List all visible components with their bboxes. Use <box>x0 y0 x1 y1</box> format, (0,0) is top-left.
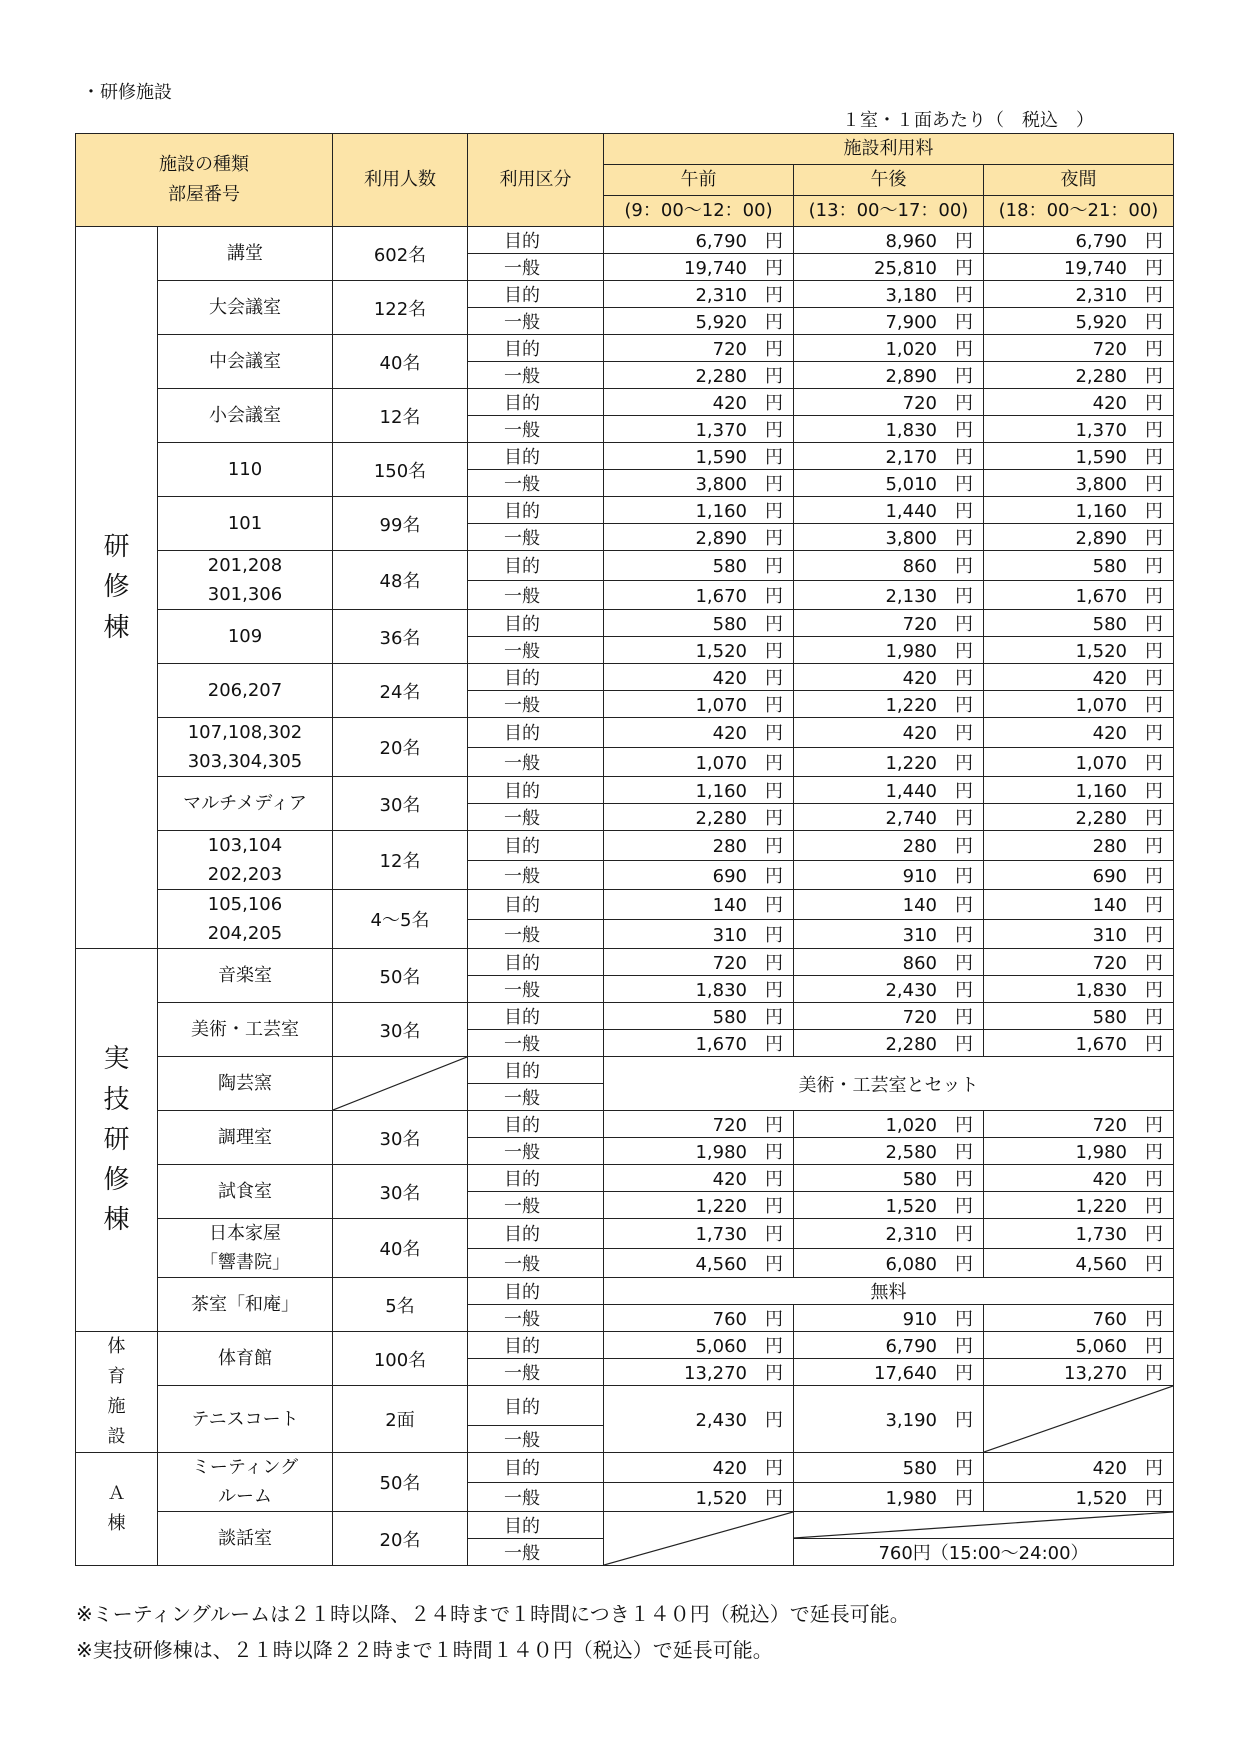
fee-cell: 720 円 <box>604 949 794 976</box>
fee-cell: 3,800 円 <box>984 470 1174 497</box>
room-name <box>158 831 333 890</box>
header-morning: 午前 <box>604 165 794 196</box>
usage-general: 一般 <box>468 860 604 890</box>
fee-cell: 140 円 <box>984 890 1174 920</box>
building-label <box>76 949 158 1332</box>
room-name <box>158 227 333 281</box>
fee-cell: 720 円 <box>984 1111 1174 1138</box>
header-afternoon-time: (13：00〜17：00) <box>794 196 984 227</box>
building-char: 実 <box>103 1044 130 1075</box>
room-name <box>158 443 333 497</box>
fee-cell: 310 円 <box>794 919 984 949</box>
section-heading: ・研修施設 <box>82 82 172 103</box>
room-name <box>158 551 333 610</box>
capacity-cell: 50名 <box>333 949 468 1003</box>
fee-cell: 580 円 <box>604 551 794 581</box>
fee-cell: 1,220 円 <box>794 747 984 777</box>
fee-cell: 17,640 円 <box>794 1359 984 1386</box>
capacity-cell-empty <box>333 1057 468 1111</box>
capacity-cell: 150名 <box>333 443 468 497</box>
note-jitsugi-extension: ※実技研修棟は、２１時以降２２時まで１時間１４０円（税込）で延長可能。 <box>76 1638 773 1662</box>
usage-general: 一般 <box>468 976 604 1003</box>
fee-cell: 310 円 <box>984 919 1174 949</box>
usage-general: 一般 <box>468 1426 604 1453</box>
usage-general: 一般 <box>468 1084 604 1111</box>
fee-cell: 280 円 <box>604 831 794 861</box>
building-char: 研 <box>103 1124 130 1155</box>
fee-cell: 2,280 円 <box>984 362 1174 389</box>
usage-purpose: 目的 <box>468 1003 604 1030</box>
fee-cell: 13,270 円 <box>604 1359 794 1386</box>
fee-cell: 7,900 円 <box>794 308 984 335</box>
fee-cell-empty <box>794 1512 1174 1539</box>
room-name <box>158 389 333 443</box>
room-name <box>158 718 333 777</box>
fee-cell: 420 円 <box>604 664 794 691</box>
room-name <box>158 281 333 335</box>
fee-cell-empty <box>604 1512 794 1566</box>
fee-cell: 2,280 円 <box>794 1030 984 1057</box>
room-name-line: 301,306 <box>207 584 283 605</box>
room-name <box>158 890 333 949</box>
fee-cell: 25,810 円 <box>794 254 984 281</box>
fee-cell: 2,430 円 <box>604 1386 794 1453</box>
fee-cell: 1,440 円 <box>794 497 984 524</box>
room-name: テニスコート <box>158 1386 333 1453</box>
fee-cell: 910 円 <box>794 1305 984 1332</box>
fee-cell: 420 円 <box>604 1453 794 1483</box>
set-note: 美術・工芸室とセット <box>604 1057 1174 1111</box>
capacity-cell: 30名 <box>333 1111 468 1165</box>
usage-general: 一般 <box>468 362 604 389</box>
usage-purpose: 目的 <box>468 831 604 861</box>
fee-cell: 5,010 円 <box>794 470 984 497</box>
usage-general: 一般 <box>468 804 604 831</box>
fee-cell: 1,160 円 <box>604 777 794 804</box>
fee-cell: 1,670 円 <box>984 1030 1174 1057</box>
capacity-cell: 36名 <box>333 610 468 664</box>
fee-cell: 1,070 円 <box>604 747 794 777</box>
fee-cell: 420 円 <box>984 664 1174 691</box>
room-name-line: 206,207 <box>207 680 283 701</box>
usage-general: 一般 <box>468 1192 604 1219</box>
room-name: 茶室「和庵」 <box>158 1278 333 1332</box>
usage-general: 一般 <box>468 308 604 335</box>
fee-cell: 420 円 <box>984 1165 1174 1192</box>
fee-cell: 1,980 円 <box>604 1138 794 1165</box>
header-room: 部屋番号 <box>168 184 240 205</box>
usage-purpose: 目的 <box>468 1453 604 1483</box>
fee-cell: 3,190 円 <box>794 1386 984 1453</box>
fee-cell: 720 円 <box>794 610 984 637</box>
fee-cell: 1,520 円 <box>604 1482 794 1512</box>
fee-cell: 280 円 <box>794 831 984 861</box>
fee-cell: 420 円 <box>604 718 794 748</box>
fee-cell: 760 円 <box>604 1305 794 1332</box>
fee-cell: 1,160 円 <box>604 497 794 524</box>
capacity-cell: 4〜5名 <box>333 890 468 949</box>
capacity-cell: 48名 <box>333 551 468 610</box>
fee-cell: 19,740 円 <box>604 254 794 281</box>
usage-purpose: 目的 <box>468 1332 604 1359</box>
fee-cell: 2,890 円 <box>794 362 984 389</box>
fee-cell: 2,310 円 <box>984 281 1174 308</box>
unit-note: １室・１面あたり（ 税込 ） <box>842 110 1094 131</box>
room-name-line: 101 <box>227 513 263 534</box>
fee-cell: 1,980 円 <box>794 637 984 664</box>
usage-purpose: 目的 <box>468 1512 604 1539</box>
fee-cell: 140 円 <box>794 890 984 920</box>
room-name-line: 201,208 <box>207 555 283 576</box>
building-char: 棟 <box>103 1205 130 1236</box>
capacity-cell: 30名 <box>333 1165 468 1219</box>
fee-cell: 1,220 円 <box>794 691 984 718</box>
usage-purpose: 目的 <box>468 664 604 691</box>
usage-purpose: 目的 <box>468 949 604 976</box>
building-label <box>76 1453 158 1566</box>
capacity-cell: 20名 <box>333 718 468 777</box>
fee-cell: 1,670 円 <box>604 1030 794 1057</box>
usage-general: 一般 <box>468 637 604 664</box>
usage-purpose: 目的 <box>468 1057 604 1084</box>
usage-general: 一般 <box>468 1359 604 1386</box>
fee-cell: 860 円 <box>794 551 984 581</box>
fee-cell: 720 円 <box>604 1111 794 1138</box>
room-name-line: マルチメディア <box>183 793 307 814</box>
not-applicable-slash <box>794 1512 1173 1538</box>
room-name-line: ミーティング <box>191 1457 299 1478</box>
fee-cell: 1,020 円 <box>794 335 984 362</box>
header-fee: 施設利用料 <box>604 134 1174 165</box>
header-capacity: 利用人数 <box>333 134 468 227</box>
header-afternoon: 午後 <box>794 165 984 196</box>
usage-purpose: 目的 <box>468 1219 604 1249</box>
capacity-cell: 12名 <box>333 389 468 443</box>
room-name-line: 107,108,302 <box>187 722 303 743</box>
usage-purpose: 目的 <box>468 497 604 524</box>
free-note: 無料 <box>604 1278 1174 1305</box>
room-name <box>158 1219 333 1278</box>
fee-cell: 280 円 <box>984 831 1174 861</box>
room-name-line: 小会議室 <box>209 405 281 426</box>
usage-general: 一般 <box>468 470 604 497</box>
fee-cell: 420 円 <box>604 1165 794 1192</box>
fee-cell: 2,580 円 <box>794 1138 984 1165</box>
capacity-cell: 40名 <box>333 335 468 389</box>
capacity-cell: 30名 <box>333 777 468 831</box>
fee-cell: 19,740 円 <box>984 254 1174 281</box>
fee-cell: 1,830 円 <box>604 976 794 1003</box>
fee-cell: 1,830 円 <box>984 976 1174 1003</box>
fee-cell: 1,370 円 <box>604 416 794 443</box>
fee-cell: 6,790 円 <box>984 227 1174 254</box>
capacity-cell: 99名 <box>333 497 468 551</box>
room-name: 美術・工芸室 <box>158 1003 333 1057</box>
header-type-room <box>76 134 333 227</box>
fee-cell: 6,790 円 <box>794 1332 984 1359</box>
capacity-cell: 122名 <box>333 281 468 335</box>
room-name-line: 「響書院」 <box>200 1252 290 1273</box>
fee-cell: 5,060 円 <box>604 1332 794 1359</box>
not-applicable-slash <box>604 1512 793 1565</box>
fee-cell: 1,160 円 <box>984 777 1174 804</box>
room-name-line: 204,205 <box>207 923 283 944</box>
fee-cell: 5,920 円 <box>604 308 794 335</box>
fee-cell: 6,080 円 <box>794 1248 984 1278</box>
fee-cell: 140 円 <box>604 890 794 920</box>
fee-cell: 1,670 円 <box>604 580 794 610</box>
fee-cell: 1,730 円 <box>604 1219 794 1249</box>
room-name <box>158 1453 333 1512</box>
fee-cell: 580 円 <box>984 1003 1174 1030</box>
header-usage: 利用区分 <box>468 134 604 227</box>
fee-cell: 1,160 円 <box>984 497 1174 524</box>
room-name: 体育館 <box>158 1332 333 1386</box>
fee-cell: 6,790 円 <box>604 227 794 254</box>
room-name: 音楽室 <box>158 949 333 1003</box>
fee-cell: 1,370 円 <box>984 416 1174 443</box>
fee-cell: 2,890 円 <box>604 524 794 551</box>
usage-purpose: 目的 <box>468 890 604 920</box>
capacity-cell: 2面 <box>333 1386 468 1453</box>
fee-cell: 2,280 円 <box>604 804 794 831</box>
fee-cell: 2,310 円 <box>794 1219 984 1249</box>
room-name <box>158 664 333 718</box>
room-name: 試食室 <box>158 1165 333 1219</box>
fee-cell: 1,440 円 <box>794 777 984 804</box>
capacity-cell: 5名 <box>333 1278 468 1332</box>
fee-cell: 760 円 <box>984 1305 1174 1332</box>
building-char: 施 <box>107 1396 126 1417</box>
fee-cell: 720 円 <box>794 389 984 416</box>
room-name-line: ルーム <box>218 1486 272 1507</box>
usage-purpose: 目的 <box>468 777 604 804</box>
building-char: 修 <box>103 1165 130 1196</box>
fee-cell: 1,730 円 <box>984 1219 1174 1249</box>
fee-cell: 1,980 円 <box>794 1482 984 1512</box>
header-type: 施設の種類 <box>159 154 249 175</box>
lounge-fee: 760円（15:00〜24:00） <box>794 1539 1174 1566</box>
fee-cell: 1,220 円 <box>984 1192 1174 1219</box>
room-name: 談話室 <box>158 1512 333 1566</box>
fee-cell: 2,890 円 <box>984 524 1174 551</box>
room-name-line: 202,203 <box>207 864 283 885</box>
header-night-time: (18：00〜21：00) <box>984 196 1174 227</box>
usage-general: 一般 <box>468 1248 604 1278</box>
usage-general: 一般 <box>468 254 604 281</box>
fee-cell: 1,520 円 <box>984 637 1174 664</box>
fee-cell: 1,980 円 <box>984 1138 1174 1165</box>
fee-cell: 420 円 <box>604 389 794 416</box>
capacity-cell: 40名 <box>333 1219 468 1278</box>
capacity-cell: 602名 <box>333 227 468 281</box>
building-char: 棟 <box>103 612 130 643</box>
usage-purpose: 目的 <box>468 1278 604 1305</box>
not-applicable-slash <box>984 1386 1173 1452</box>
fee-cell: 3,800 円 <box>604 470 794 497</box>
fee-cell: 580 円 <box>794 1453 984 1483</box>
fee-cell: 2,280 円 <box>984 804 1174 831</box>
fee-cell: 720 円 <box>794 1003 984 1030</box>
fee-cell: 1,520 円 <box>604 637 794 664</box>
room-name-line: 110 <box>227 459 263 480</box>
fee-cell: 2,310 円 <box>604 281 794 308</box>
building-char: 棟 <box>107 1513 126 1534</box>
usage-purpose: 目的 <box>468 1111 604 1138</box>
fee-cell: 1,070 円 <box>604 691 794 718</box>
fee-cell: 580 円 <box>604 610 794 637</box>
fee-cell: 13,270 円 <box>984 1359 1174 1386</box>
usage-general: 一般 <box>468 1482 604 1512</box>
fee-cell: 860 円 <box>794 949 984 976</box>
fee-cell: 1,070 円 <box>984 691 1174 718</box>
usage-general: 一般 <box>468 747 604 777</box>
fee-cell: 3,800 円 <box>794 524 984 551</box>
usage-purpose: 目的 <box>468 335 604 362</box>
usage-general: 一般 <box>468 1305 604 1332</box>
usage-general: 一般 <box>468 919 604 949</box>
fee-cell: 420 円 <box>984 1453 1174 1483</box>
fee-cell: 580 円 <box>794 1165 984 1192</box>
building-char: 技 <box>103 1084 130 1115</box>
fee-cell: 1,590 円 <box>604 443 794 470</box>
fee-cell: 580 円 <box>604 1003 794 1030</box>
fee-cell: 2,280 円 <box>604 362 794 389</box>
fee-cell: 420 円 <box>984 389 1174 416</box>
room-name-line: 大会議室 <box>209 297 281 318</box>
fee-cell: 1,220 円 <box>604 1192 794 1219</box>
building-char: Ａ <box>107 1483 126 1504</box>
room-name-line: 103,104 <box>207 835 283 856</box>
fee-cell: 310 円 <box>604 919 794 949</box>
usage-purpose: 目的 <box>468 389 604 416</box>
fee-cell: 4,560 円 <box>604 1248 794 1278</box>
fee-cell: 5,920 円 <box>984 308 1174 335</box>
fee-cell: 910 円 <box>794 860 984 890</box>
fee-cell: 3,180 円 <box>794 281 984 308</box>
usage-purpose: 目的 <box>468 1386 604 1426</box>
building-char: 研 <box>103 532 130 563</box>
usage-purpose: 目的 <box>468 443 604 470</box>
capacity-cell: 24名 <box>333 664 468 718</box>
building-char: 体 <box>107 1336 126 1357</box>
room-name-line: 109 <box>227 626 263 647</box>
fee-cell: 2,430 円 <box>794 976 984 1003</box>
capacity-cell: 100名 <box>333 1332 468 1386</box>
room-name: 調理室 <box>158 1111 333 1165</box>
fee-cell: 580 円 <box>984 610 1174 637</box>
fee-cell: 4,560 円 <box>984 1248 1174 1278</box>
fee-cell: 1,070 円 <box>984 747 1174 777</box>
building-label <box>76 1332 158 1453</box>
usage-purpose: 目的 <box>468 610 604 637</box>
fee-cell-empty <box>984 1386 1174 1453</box>
fee-cell: 1,520 円 <box>984 1482 1174 1512</box>
room-name-line: 303,304,305 <box>187 751 303 772</box>
room-name-line: 105,106 <box>207 894 283 915</box>
fee-cell: 2,740 円 <box>794 804 984 831</box>
fee-cell: 720 円 <box>984 335 1174 362</box>
fee-cell: 720 円 <box>604 335 794 362</box>
usage-purpose: 目的 <box>468 718 604 748</box>
fee-cell: 420 円 <box>794 718 984 748</box>
room-name: 陶芸窯 <box>158 1057 333 1111</box>
fee-cell: 580 円 <box>984 551 1174 581</box>
usage-general: 一般 <box>468 1030 604 1057</box>
usage-general: 一般 <box>468 1138 604 1165</box>
room-name-line: 日本家屋 <box>209 1223 281 1244</box>
capacity-cell: 12名 <box>333 831 468 890</box>
room-name-line: 中会議室 <box>209 351 281 372</box>
header-night: 夜間 <box>984 165 1174 196</box>
fee-cell: 2,130 円 <box>794 580 984 610</box>
room-name <box>158 335 333 389</box>
capacity-cell: 20名 <box>333 1512 468 1566</box>
fee-cell: 1,670 円 <box>984 580 1174 610</box>
capacity-cell: 30名 <box>333 1003 468 1057</box>
room-name-line: 講堂 <box>227 243 263 264</box>
usage-purpose: 目的 <box>468 227 604 254</box>
usage-purpose: 目的 <box>468 281 604 308</box>
room-name <box>158 497 333 551</box>
header-morning-time: (9：00〜12：00) <box>604 196 794 227</box>
fee-cell: 690 円 <box>604 860 794 890</box>
note-meeting-extension: ※ミーティングルームは２１時以降、２４時まで１時間につき１４０円（税込）で延長可能。 <box>76 1602 910 1626</box>
fee-cell: 1,520 円 <box>794 1192 984 1219</box>
fee-cell: 420 円 <box>984 718 1174 748</box>
room-name <box>158 777 333 831</box>
building-char: 設 <box>107 1426 126 1447</box>
fee-cell: 720 円 <box>984 949 1174 976</box>
usage-general: 一般 <box>468 524 604 551</box>
building-char: 育 <box>107 1366 126 1387</box>
fee-cell: 420 円 <box>794 664 984 691</box>
fee-cell: 1,590 円 <box>984 443 1174 470</box>
usage-general: 一般 <box>468 691 604 718</box>
room-name <box>158 610 333 664</box>
fee-cell: 1,830 円 <box>794 416 984 443</box>
usage-general: 一般 <box>468 580 604 610</box>
usage-general: 一般 <box>468 416 604 443</box>
building-char: 修 <box>103 572 130 603</box>
capacity-cell: 50名 <box>333 1453 468 1512</box>
fee-cell: 1,020 円 <box>794 1111 984 1138</box>
fee-cell: 5,060 円 <box>984 1332 1174 1359</box>
usage-purpose: 目的 <box>468 1165 604 1192</box>
fee-table <box>75 133 1174 1566</box>
fee-cell: 690 円 <box>984 860 1174 890</box>
usage-purpose: 目的 <box>468 551 604 581</box>
building-label <box>76 227 158 949</box>
fee-cell: 2,170 円 <box>794 443 984 470</box>
usage-general: 一般 <box>468 1539 604 1566</box>
not-applicable-slash <box>333 1057 467 1110</box>
fee-cell: 8,960 円 <box>794 227 984 254</box>
